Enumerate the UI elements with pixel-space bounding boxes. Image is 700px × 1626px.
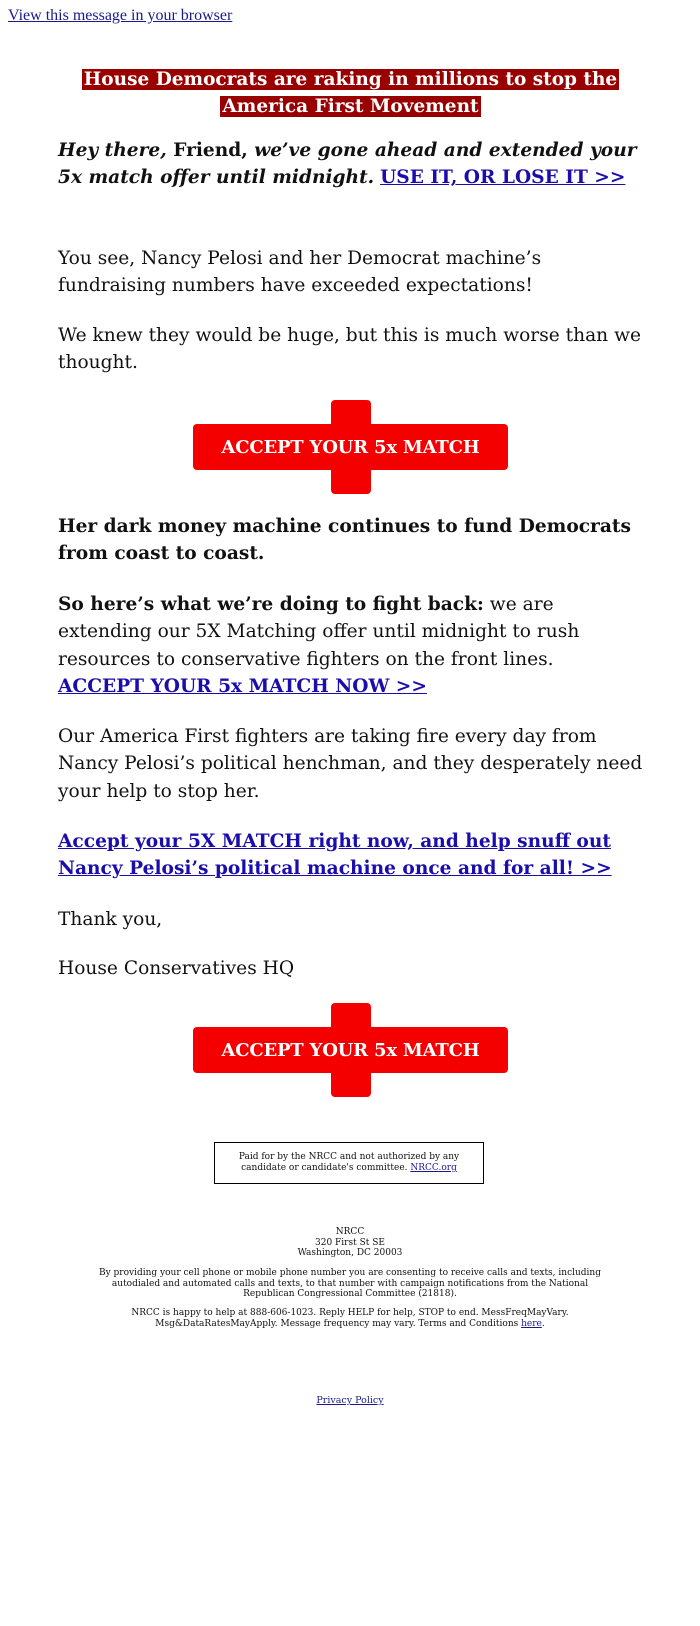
help-end-period: . xyxy=(541,1318,545,1329)
accept-match-snuff-out-link[interactable]: Accept your 5X MATCH right now, and help snuff out Nancy Pelosi’s political machine once and for all! >> xyxy=(58,831,612,880)
accept-match-button-1-container xyxy=(193,400,508,494)
paragraph-fight-back xyxy=(58,591,643,700)
paragraph-fundraising: You see, Nancy Pelosi and her Democrat machine’s fundraising numbers have exceeded expectations! xyxy=(58,248,542,297)
accept-match-button-2-container xyxy=(193,1003,508,1097)
paid-for-disclaimer xyxy=(214,1142,484,1184)
use-it-or-lose-it-link[interactable]: USE IT, OR LOSE IT >> xyxy=(380,167,626,189)
disclaimer-text: Paid for by the NRCC and not authorized by any candidate or candidate's committee. xyxy=(238,1152,460,1173)
fight-back-text: we are extending our 5X Matching offer until midnight to rush resources to conservative fighters on the front lines. xyxy=(58,594,580,670)
help-text: NRCC is happy to help at 888-606-1023. Reply HELP for help, STOP to end. MessFreqMayVary. Msg&DataRatesMayApply. Message frequency may vary. Terms and Conditions xyxy=(131,1308,569,1329)
terms-here-link[interactable]: here xyxy=(521,1318,542,1329)
headline-line2: America First Movement xyxy=(222,96,479,117)
accept-match-button-2[interactable]: ACCEPT YOUR 5x MATCH xyxy=(193,1027,508,1073)
signoff: Thank you, xyxy=(58,909,163,930)
accept-match-button-1[interactable]: ACCEPT YOUR 5x MATCH xyxy=(193,424,508,470)
paragraph-snuff-out xyxy=(58,828,643,883)
privacy-policy-link[interactable]: Privacy Policy xyxy=(316,1395,384,1406)
footer-consent: By providing your cell phone or mobile phone number you are consenting to receive calls and texts, including autodialed and automated calls and texts, to that number with campaign notifications from the National Republican Congressional Committee (21818). xyxy=(98,1268,601,1299)
greeting-offer: we’ve gone ahead and extended your 5x match offer until midnight. xyxy=(58,140,637,189)
headline-line1: House Democrats are raking in millions to stop the xyxy=(83,69,618,90)
headline xyxy=(58,66,643,120)
footer-address xyxy=(90,1227,610,1259)
paragraph-worse: We knew they would be huge, but this is much worse than we thought. xyxy=(58,325,641,374)
paragraph-dark-money: Her dark money machine continues to fund Democrats from coast to coast. xyxy=(58,516,631,565)
fight-back-heading: So here’s what we’re doing to fight back: xyxy=(58,594,484,615)
privacy-container xyxy=(0,1395,700,1406)
footer-city: Washington, DC 20003 xyxy=(297,1248,403,1258)
greeting-paragraph xyxy=(58,137,643,192)
accept-match-now-link[interactable]: ACCEPT YOUR 5x MATCH NOW >> xyxy=(58,675,427,697)
signature: House Conservatives HQ xyxy=(58,958,295,979)
greeting-name: Friend, xyxy=(166,140,248,161)
footer-help xyxy=(110,1308,590,1329)
paragraph-fighters: Our America First fighters are taking fire every day from Nancy Pelosi’s political henchman, and they desperately need your help to stop her. xyxy=(58,726,643,802)
view-in-browser-link[interactable]: View this message in your browser xyxy=(8,7,233,24)
footer-street: 320 First St SE xyxy=(315,1237,385,1248)
nrcc-org-link[interactable]: NRCC.org xyxy=(410,1163,457,1173)
footer-org: NRCC xyxy=(335,1227,365,1237)
greeting-intro: Hey there, xyxy=(58,140,167,161)
